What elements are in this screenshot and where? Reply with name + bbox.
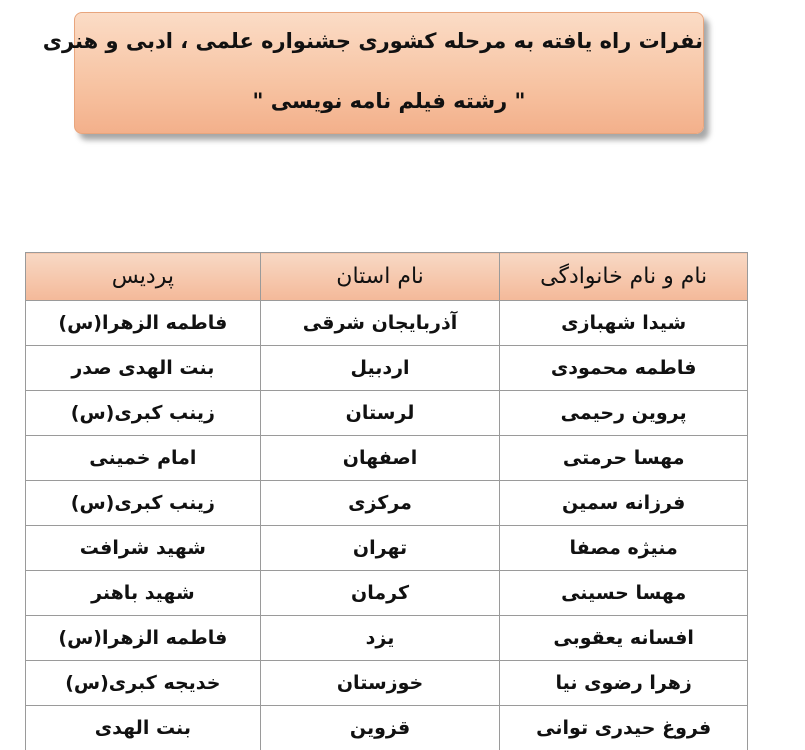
table-row [26, 481, 748, 526]
cell-province: اردبیل [260, 346, 500, 391]
table-row [26, 301, 748, 346]
table-row [26, 571, 748, 616]
cell-name: پروین رحیمی [500, 391, 748, 436]
banner-title-line-2: " رشته فیلم نامه نویسی " [75, 89, 703, 113]
cell-campus: فاطمه الزهرا(س) [26, 301, 261, 346]
cell-campus: بنت الهدی صدر [26, 346, 261, 391]
table-row [26, 526, 748, 571]
cell-name: شیدا شهبازی [500, 301, 748, 346]
finalists-table [25, 252, 748, 750]
cell-province: آذربایجان شرقی [260, 301, 500, 346]
title-banner [74, 12, 704, 134]
cell-province: مرکزی [260, 481, 500, 526]
table-header-row [26, 253, 748, 301]
cell-province: خوزستان [260, 661, 500, 706]
cell-province: کرمان [260, 571, 500, 616]
header-province: نام استان [260, 253, 500, 301]
cell-province: تهران [260, 526, 500, 571]
cell-province: اصفهان [260, 436, 500, 481]
table-row [26, 391, 748, 436]
cell-name: فاطمه محمودی [500, 346, 748, 391]
cell-province: لرستان [260, 391, 500, 436]
cell-name: مهسا حرمتی [500, 436, 748, 481]
cell-campus: خدیجه کبری(س) [26, 661, 261, 706]
header-campus: پردیس [26, 253, 261, 301]
cell-name: زهرا رضوی نیا [500, 661, 748, 706]
table-row [26, 616, 748, 661]
table-row [26, 661, 748, 706]
cell-campus: فاطمه الزهرا(س) [26, 616, 261, 661]
cell-name: منیژه مصفا [500, 526, 748, 571]
cell-province: قزوین [260, 706, 500, 750]
cell-province: یزد [260, 616, 500, 661]
table-row [26, 706, 748, 750]
cell-name: مهسا حسینی [500, 571, 748, 616]
cell-campus: شهید باهنر [26, 571, 261, 616]
cell-campus: امام خمینی [26, 436, 261, 481]
cell-campus: بنت الهدی [26, 706, 261, 750]
cell-campus: زینب کبری(س) [26, 391, 261, 436]
banner-title-line-1: نفرات راه یافته به مرحله کشوری جشنواره علمی ، ادبی و هنری [75, 29, 703, 53]
cell-name: فرزانه سمین [500, 481, 748, 526]
cell-name: فروغ حیدری توانی [500, 706, 748, 750]
cell-name: افسانه یعقوبی [500, 616, 748, 661]
table-row [26, 436, 748, 481]
header-name: نام و نام خانوادگی [500, 253, 748, 301]
cell-campus: زینب کبری(س) [26, 481, 261, 526]
cell-campus: شهید شرافت [26, 526, 261, 571]
table-row [26, 346, 748, 391]
